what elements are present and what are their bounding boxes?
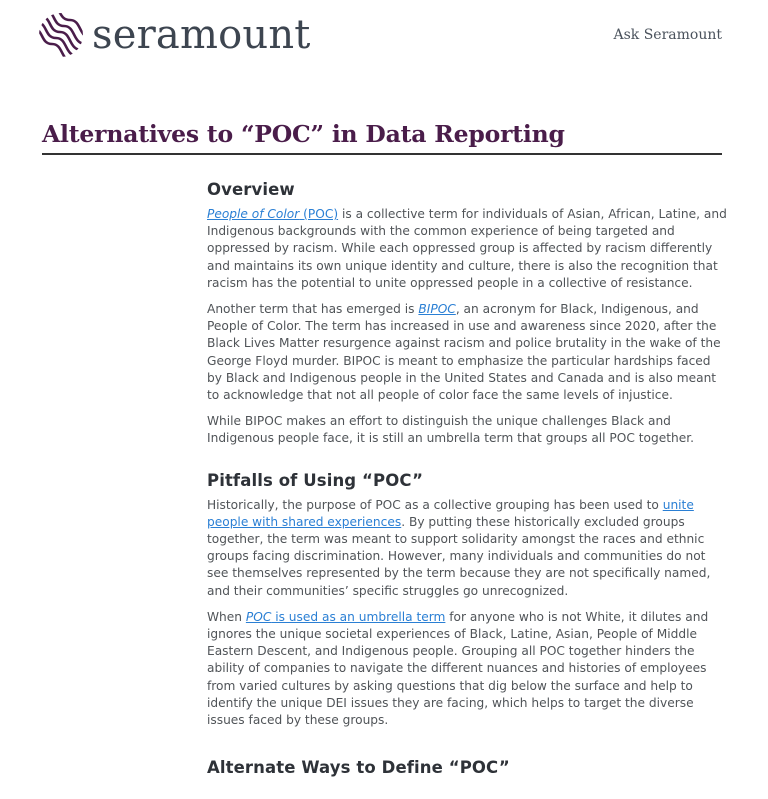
overview-paragraph-3: While BIPOC makes an effort to distinguish the unique challenges Black and Indigenous people face, it is still an umbrella term that groups all POC together. bbox=[207, 414, 694, 446]
poc-umbrella-term-link[interactable]: POC is used as an umbrella term bbox=[245, 609, 446, 624]
site-header bbox=[0, 0, 768, 80]
section-pitfalls bbox=[207, 471, 727, 730]
brand-name: seramount bbox=[92, 12, 311, 58]
article-body bbox=[207, 180, 727, 784]
seramount-logo[interactable] bbox=[38, 12, 311, 58]
section-alternate bbox=[207, 758, 727, 777]
ask-seramount-link[interactable]: Ask Seramount bbox=[613, 27, 722, 43]
seramount-wave-logo-icon bbox=[38, 12, 84, 58]
unite-people-link[interactable]: unite people with shared experiences bbox=[207, 497, 694, 529]
pitfalls-paragraph-2: When POC is used as an umbrella term for anyone who is not White, it dilutes and ignores the unique societal experiences of Black, Latine, Asian, People of Middle Eastern Descent, and Indigenous people. Grouping all POC together hinders the ability of companies to navigate the different nuances and histories of employees from varied cultures by asking questions that dig below the surface and help to identify the unique DEI issues they are facing, which helps to target the diverse issues faced by these groups. bbox=[207, 609, 709, 728]
alternate-heading: Alternate Ways to Define “POC” bbox=[207, 758, 510, 778]
overview-heading: Overview bbox=[207, 180, 295, 199]
overview-paragraph-1: People of Color (POC) is a collective term for individuals of Asian, African, Latine, and Indigenous backgrounds with the common experience of being targeted and oppressed by racism. While each oppressed group is affected by racism differently and maintains its own unique identity and culture, there is also the recognition that racism has the potential to unite oppressed people in a collective of resistance. bbox=[207, 207, 727, 290]
section-overview bbox=[207, 180, 727, 448]
people-of-color-link[interactable]: People of Color (POC) bbox=[207, 207, 339, 221]
pitfalls-paragraph-1: Historically, the purpose of POC as a collective grouping has been used to unite people with shared experiences. By putting these historically excluded groups together, the term was meant to support solidarity amongst the races and ethnic groups facing discrimination. However, many individuals and communities do not see themselves represented by the term because they are not specifically named, and their communities’ specific struggles go unrecognized. bbox=[207, 497, 711, 598]
title-divider bbox=[42, 153, 722, 155]
page-title: Alternatives to “POC” in Data Reporting bbox=[42, 120, 565, 148]
pitfalls-heading: Pitfalls of Using “POC” bbox=[207, 470, 424, 490]
bipoc-link[interactable]: BIPOC bbox=[418, 302, 456, 317]
overview-paragraph-2: Another term that has emerged is BIPOC, an acronym for Black, Indigenous, and People of Color. The term has increased in use and awareness since 2020, after the Black Lives Matter resurgence against racism and police brutality in the wake of the George Floyd murder. BIPOC is meant to emphasize the particular hardships faced by Black and Indigenous people in the United States and Canada and is also meant to acknowledge that not all people of color face the same levels of injustice. bbox=[207, 302, 721, 403]
